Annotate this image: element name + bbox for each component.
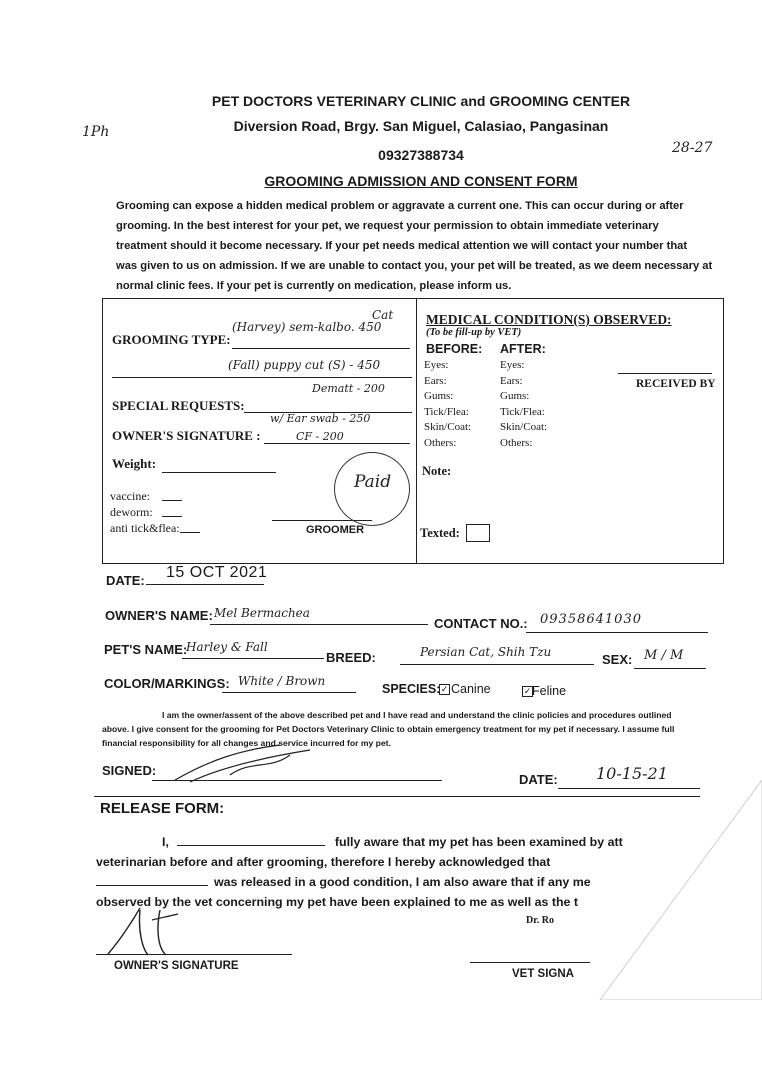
signed-date-value[interactable]: 10-15-21 [596,764,668,783]
color-markings-value[interactable]: White / Brown [238,674,326,688]
handwritten-note-cat: Cat [372,308,394,322]
after-label: AFTER: [500,342,546,356]
special-requests-label: SPECIAL REQUESTS: [112,398,245,413]
release-line-1-text: fully aware that my pet has been examined by att [334,835,623,849]
contact-label: CONTACT NO.: [434,616,528,631]
owner-name-value[interactable]: Mel Bermachea [214,606,310,620]
consent-line: financial responsibility for all changes and service incurred for my pet. [102,738,391,748]
consent-line: I am the owner/assent of the above described pet and I have read and understand the clinic policies and procedures outlined [162,710,672,720]
release-line-4: observed by the vet concerning my pet have been explained to me as well as the t [96,895,579,909]
before-item: Ears: [424,374,447,387]
groomer-label: GROOMER [306,524,365,536]
owner-release-signature-scribble [100,900,210,960]
pet-name-label: PET'S NAME: [104,642,188,657]
intro-line: was given to us on admission. If we are unable to contact you, your pet will be treated, as we deem necessary at [116,260,713,272]
grooming-type-label: GROOMING TYPE: [112,332,231,347]
folded-corner [560,780,762,1000]
sex-label: SEX: [602,652,633,667]
clinic-name: PET DOCTORS VETERINARY CLINIC and GROOMING CENTER [211,93,631,109]
intro-line: treatment should it become necessary. If your pet needs medical attention we will contact your number that [116,240,688,252]
medical-condition-title: MEDICAL CONDITION(S) OBSERVED: [426,312,672,327]
before-item: Tick/Flea: [424,405,469,418]
handwritten-dematt: Dematt - 200 [312,382,385,395]
breed-value[interactable]: Persian Cat, Shih Tzu [420,645,552,659]
clinic-phone: 09327388734 [378,147,464,163]
signed-date-label: DATE: [519,772,558,787]
before-item: Skin/Coat: [424,421,472,433]
release-i: I, [162,835,169,849]
feline-label: Feline [532,684,567,698]
after-item: Skin/Coat: [500,421,548,433]
canine-label: Canine [451,682,491,696]
box-divider [416,298,417,564]
vaccine-label: vaccine: [110,489,150,503]
before-list [424,358,471,451]
before-item: Gums: [424,390,454,402]
after-item: Others: [500,436,533,449]
intro-line: normal clinic fees. If your pet is currently on medication, please inform us. [116,280,512,292]
intro-paragraph [116,196,722,296]
intro-line: grooming. In the best interest for your pet, we request your permission to obtain immediate veterinary [116,220,659,232]
after-item: Gums: [500,390,530,402]
special-requests-value[interactable]: w/ Ear swab - 250 [270,412,371,425]
deworm-label: deworm: [110,505,153,519]
after-item: Ears: [500,374,523,387]
texted-label: Texted: [420,526,460,540]
grooming-type-value-1[interactable]: (Harvey) sem-kalbo. 450 [232,320,382,334]
owner-signature-scribble [170,740,320,790]
feline-checkbox[interactable]: ✓ [523,686,532,696]
vet-signature-label: VET SIGNA [512,968,574,980]
release-line-3-text: was released in a good condition, I am also aware that if any me [214,875,591,889]
color-markings-label: COLOR/MARKINGS: [104,676,230,691]
received-by-label: RECEIVED BY [636,378,716,390]
margin-note-right: 28-27 [672,140,713,156]
species-label: SPECIES: [382,682,441,696]
paid-mark: Paid [354,472,392,492]
vet-name-partial: Dr. Ro [526,915,554,926]
after-item: Tick/Flea: [500,405,545,418]
canine-checkbox[interactable]: ✓ [440,684,449,694]
owner-signature-release-label: OWNER'S SIGNATURE [114,960,239,972]
medical-condition-subtitle: (To be fill-up by VET) [426,327,522,338]
intro-line: Grooming can expose a hidden medical problem or aggravate a current one. This can occur during or after [116,200,684,212]
date-label: DATE: [106,573,145,588]
date-value[interactable]: 15 OCT 2021 [166,564,268,581]
after-item: Eyes: [500,359,525,371]
grooming-type-value-2[interactable]: (Fall) puppy cut (S) - 450 [228,358,381,372]
signed-label: SIGNED: [102,763,157,778]
contact-value[interactable]: 09358641030 [540,612,642,627]
consent-line: above. I give consent for the grooming for Pet Doctors Veterinary Clinic to obtain emergency treatment for my pet if necessary. I assume full [102,724,675,734]
release-line-2: veterinarian before and after grooming, therefore I hereby acknowledged that [96,855,551,869]
after-list [500,358,547,451]
owner-signature-label: OWNER'S SIGNATURE : [112,428,261,443]
pet-name-value[interactable]: Harley & Fall [186,640,268,654]
margin-note-left: 1Ph [82,124,110,140]
owner-signature-value: CF - 200 [296,430,344,443]
weight-label: Weight: [112,456,157,471]
note-label: Note: [422,464,452,478]
before-label: BEFORE: [426,342,483,356]
release-form-title: RELEASE FORM: [100,800,225,817]
breed-label: BREED: [326,650,376,665]
before-item: Others: [424,436,457,449]
clinic-address: Diversion Road, Brgy. San Miguel, Calasiao, Pangasinan [233,118,609,134]
sex-value[interactable]: M / M [644,648,684,663]
owner-name-label: OWNER'S NAME: [105,608,213,623]
form-title: GROOMING ADMISSION AND CONSENT FORM [264,173,578,189]
anti-tick-label: anti tick&flea: [110,521,180,535]
before-item: Eyes: [424,359,449,371]
texted-checkbox[interactable] [466,524,490,542]
